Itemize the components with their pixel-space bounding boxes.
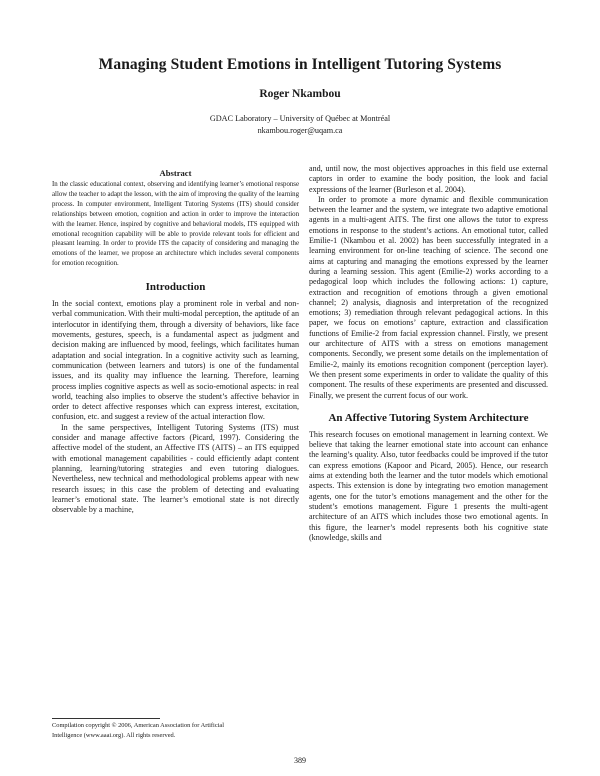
introduction-heading: Introduction bbox=[145, 281, 206, 294]
footnote-divider bbox=[52, 718, 160, 719]
copyright-footnote bbox=[52, 721, 299, 740]
affiliation-block bbox=[40, 113, 560, 137]
left-column bbox=[52, 164, 299, 515]
footnote-line-1: Compilation copyright © 2006, American Association for Artificial bbox=[52, 722, 225, 729]
architecture-heading: An Affective Tutoring System Architecture bbox=[328, 411, 529, 424]
intro-paragraph-4: In order to promote a more dynamic and flexible communication between the learner and the system, we integrate two adaptive emotional agents in a multi-agent AITS. The first one allows the tutor to express emotions in response to the student’s actions. An emotional tutor, called Emilie-1 (Nkambou et al. 2002) has been successfully integrated in a learning environment for on-line teaching of science. The second one aims at capturing and managing the emotions expressed by the learner during a learning session. This agent (Emilie-2) works according to a pedagogical loop which includes the following actions: 1) capture, extraction and recognition of emotions through a given emotional channel; 2) analysis, diagnosis and interpretation of the recognized emotions; 3) remediation through relevant pedagogical actions. In this paper, we focus on emotions’ capture, extraction and classification functions of Emilie-2 from facial expression channel. Firstly, we present our architecture of AITS with a stress on emotions management components. Secondly, we present some details on the implementation of Emilie-2, mainly its emotions recognition component (perception layer). We then present some experiments in order to validate the quality of this component. The results of these experiments are presented and discussed. Finally, we present the current focus of our work. bbox=[309, 194, 548, 400]
intro-paragraph-2: In the same perspectives, Intelligent Tutoring Systems (ITS) must consider and manage affective factors (Picard, 1997). Considering the affective model of the student, an Affective ITS (AITS) – an ITS equipped with emotional management capabilities - could efficiently adapt content planning, learning/tutoring strategies and even tutoring dialogues. Nevertheless, new technical and methodological problems appear with new research issues; in this case the problem of detecting and evaluating learner’s emotional state. The learner’s emotional state is not directly observable by a machine, bbox=[52, 422, 299, 515]
affiliation: GDAC Laboratory – University of Québec at Montréal bbox=[209, 114, 391, 123]
footnote-line-2: Intelligence (www.aaai.org). All rights reserved. bbox=[52, 731, 176, 739]
paper-title: Managing Student Emotions in Intelligent Tutoring Systems bbox=[98, 56, 502, 73]
author-email: nkambou.roger@uqam.ca bbox=[257, 126, 343, 135]
architecture-paragraph-1: This research focuses on emotional management in learning context. We believe that taking the learner emotional state into account can enhance the learning’s quality. Also, tutor feedbacks could be improved if the tutor can express emotions (Kapoor and Picard, 2005). Hence, our research aims at extending both the learner and the tutor models which emotional aspects. This extension is done by integrating two emotion management agents, one for the tutor’s emotions management and the other for the student’s emotions management. Figure 1 presents the multi-agent architecture of an AITS which includes those two emotional agents. In this figure, the learner’s model represents both his cognitive state (knowledge, skills and bbox=[309, 429, 548, 542]
intro-paragraph-1: In the social context, emotions play a prominent role in verbal and non-verbal communication. With their multi-modal perception, the aptitude of an interlocutor in identifying them, through a diversity of behaviors, like face movements, gestures, speech, is a fundamental aspect as judgment and decision making are influenced by mood, feelings, which facilitates human adaptation and social integration. In a cognitive activity such as learning, communication (between learners and tutors) is one of the fundamental issues, and its quality may influence the learning. Therefore, learning process implies cognitive aspects as well as socio-emotional aspects: in real world, teaching also implies to observe the student’s affective behavior in order to detect affective responses which can express interest, excitation, confusion, etc. and suggest a review of the actual interaction flow. bbox=[52, 299, 299, 422]
right-column bbox=[309, 164, 548, 543]
page-number: 389 bbox=[294, 756, 306, 765]
author-name: Roger Nkambou bbox=[259, 88, 341, 100]
intro-paragraph-3: and, until now, the most objectives approaches in this field use external captors in order to examine the body position, the look and facial expressions of the learner (Burleson et al. 2004). bbox=[309, 164, 548, 194]
abstract-text: In the classic educational context, observing and identifying learner’s emotional response allow the teacher to adapt the lesson, with the aim of improving the quality of the learning process. In computer environment, Intelligent Tutoring Systems (ITS) should consider relationships between emotion, cognition and action in order to improve the interaction with the learner. Hence, inspired by cognitive and behavioral models, ITS equipped with emotional recognition capability will be able to provide relevant tools for efficient and pleasant learning. In order to provide ITS the capacity of considering and managing the emotions of the learner, we propose an architecture which includes several components for emotion recognition. bbox=[52, 181, 299, 268]
abstract-heading: Abstract bbox=[159, 168, 192, 178]
